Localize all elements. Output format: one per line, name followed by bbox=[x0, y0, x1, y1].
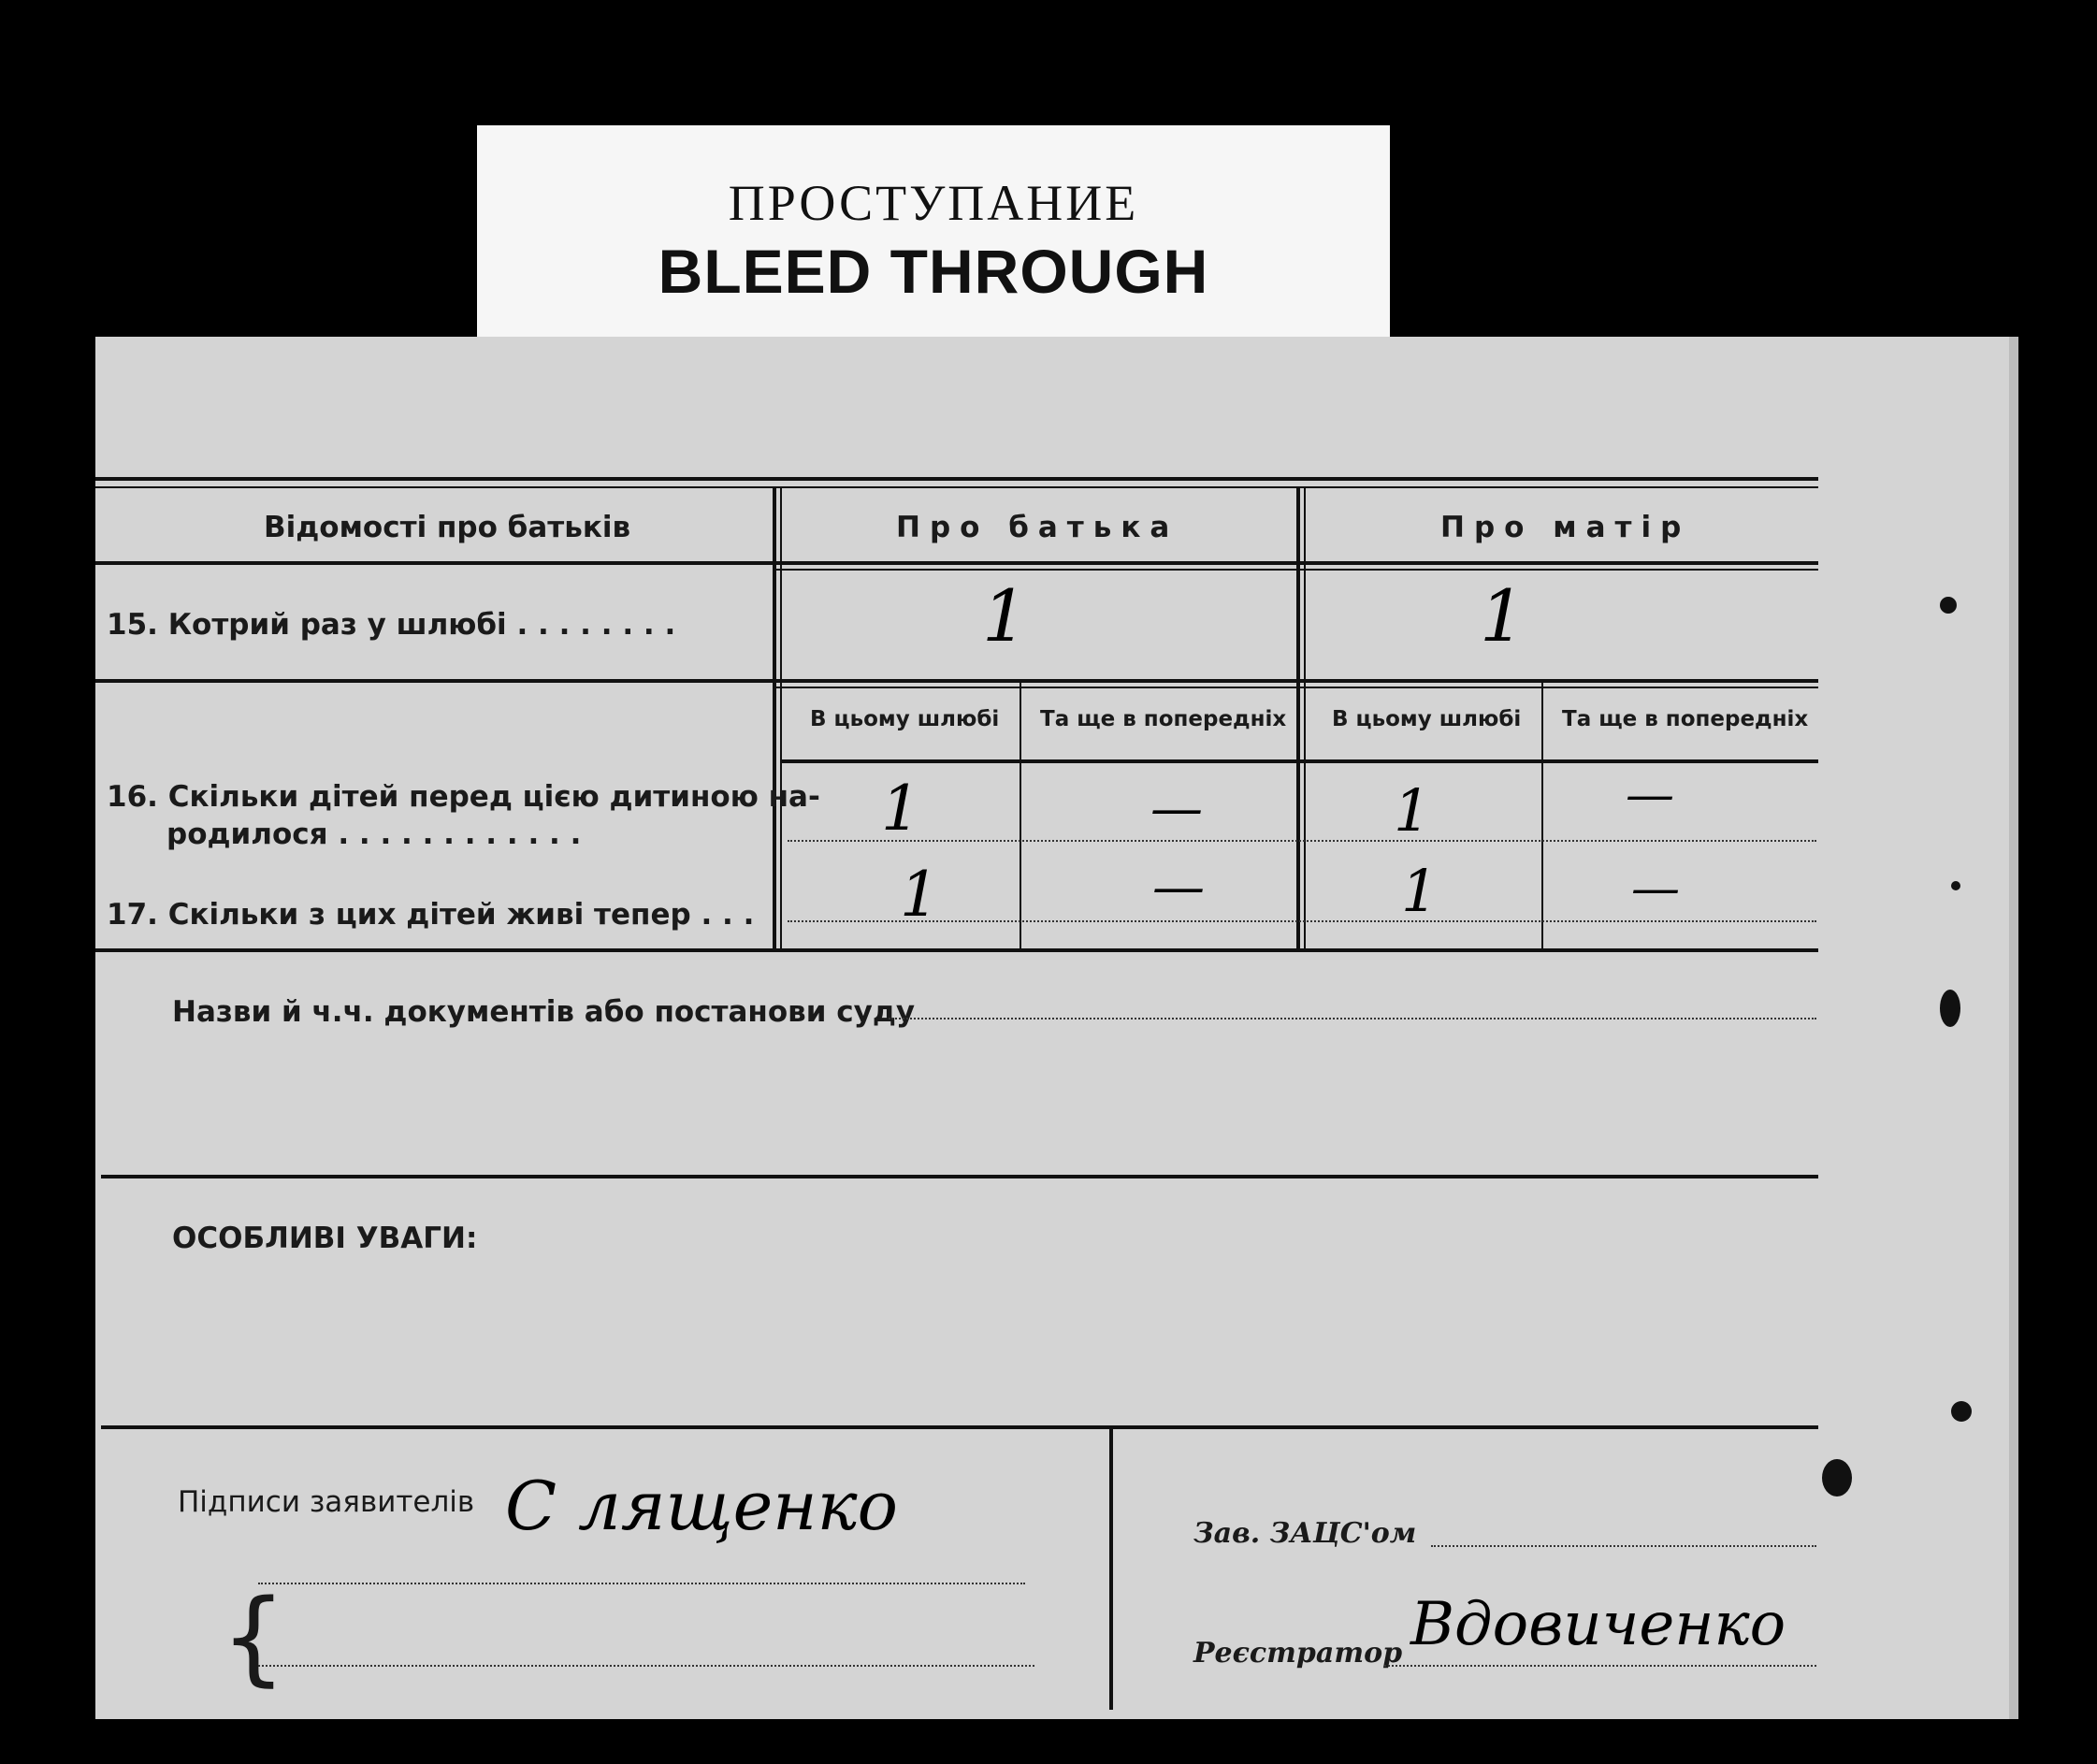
binder-hole bbox=[1940, 990, 1960, 1027]
subheader-father-previous: Та ще в попередніх bbox=[1040, 707, 1287, 731]
row15-bottom-rule bbox=[95, 679, 1818, 683]
row17-label: 17. Скільки з цих дітей живі тепер . . . bbox=[107, 898, 755, 932]
mother-subcolumn-divider bbox=[1541, 681, 1543, 948]
row15-father-value: 1 bbox=[982, 574, 1028, 658]
row16-label-line1: 16. Скільки дітей перед цією дитиною на- bbox=[107, 780, 820, 814]
row15-mother-value: 1 bbox=[1480, 574, 1526, 658]
row16-father-this-value: 1 bbox=[881, 773, 920, 845]
signature-column-divider bbox=[1109, 1429, 1113, 1710]
applicant-dotted-line-1 bbox=[258, 1583, 1025, 1584]
signature-top-rule bbox=[101, 1425, 1818, 1429]
bleed-through-label-ru: ПРОСТУПАНИЕ bbox=[728, 175, 1139, 231]
header-about-father: Про батька bbox=[896, 511, 1179, 544]
header-bottom-rule bbox=[95, 561, 1818, 565]
father-subcolumn-divider bbox=[1020, 681, 1021, 948]
registrar-label: Реєстратор bbox=[1193, 1637, 1403, 1670]
table-bottom-rule bbox=[95, 948, 1818, 952]
head-zags-label: Зав. ЗАЦС'ом bbox=[1193, 1517, 1417, 1550]
father-mother-divider-second bbox=[1304, 486, 1306, 948]
applicant-brace: { bbox=[221, 1577, 286, 1697]
subheader-mother-this-marriage: В цьому шлюбі bbox=[1332, 707, 1522, 731]
special-notes-top-rule bbox=[101, 1175, 1818, 1178]
applicant-dotted-line-2 bbox=[258, 1665, 1034, 1667]
row17-mother-prev-value: — bbox=[1631, 860, 1680, 917]
applicant-signatures-label: Підписи заявителів bbox=[178, 1485, 475, 1519]
documents-label: Назви й ч.ч. документів або постанови суду bbox=[172, 995, 916, 1029]
row17-dotted-line bbox=[788, 920, 1816, 922]
info-column-divider-second bbox=[780, 486, 782, 948]
special-notes-label: ОСОБЛИВІ УВАГИ: bbox=[172, 1222, 478, 1255]
head-zags-dotted-line bbox=[1431, 1545, 1816, 1547]
header-about-mother: Про матір bbox=[1440, 511, 1691, 544]
father-mother-divider bbox=[1296, 486, 1300, 948]
bleed-through-label-card bbox=[477, 125, 1390, 340]
binder-hole bbox=[1951, 1401, 1972, 1422]
row16-dotted-line bbox=[788, 840, 1816, 842]
bleed-through-label-en: BLEED THROUGH bbox=[658, 237, 1209, 306]
row16-mother-prev-value: — bbox=[1626, 767, 1674, 823]
row17-mother-this-value: 1 bbox=[1401, 857, 1439, 925]
subheader-mother-previous: Та ще в попередніх bbox=[1562, 707, 1809, 731]
info-column-divider bbox=[773, 486, 776, 948]
row16-mother-this-value: 1 bbox=[1394, 776, 1431, 845]
row16-label-line2: родилося . . . . . . . . . . . . bbox=[166, 817, 582, 851]
binder-hole bbox=[1940, 597, 1957, 614]
registrar-signature: Вдовиченко bbox=[1410, 1590, 1786, 1659]
registrar-dotted-line bbox=[1384, 1665, 1816, 1667]
binder-hole bbox=[1951, 881, 1960, 890]
table-top-rule-second bbox=[95, 486, 1818, 488]
documents-dotted-line bbox=[889, 1018, 1816, 1019]
row16-father-prev-value: — bbox=[1150, 778, 1203, 839]
subheader-father-this-marriage: В цьому шлюбі bbox=[810, 707, 1000, 731]
table-top-rule bbox=[95, 477, 1818, 481]
binder-hole bbox=[1822, 1459, 1852, 1497]
row17-father-this-value: 1 bbox=[900, 859, 939, 931]
row17-father-prev-value: — bbox=[1152, 857, 1205, 918]
row15-label: 15. Котрий раз у шлюбі . . . . . . . . bbox=[107, 608, 676, 642]
applicant-signature: С лященко bbox=[505, 1467, 898, 1545]
header-parents-info: Відомості про батьків bbox=[264, 511, 631, 544]
